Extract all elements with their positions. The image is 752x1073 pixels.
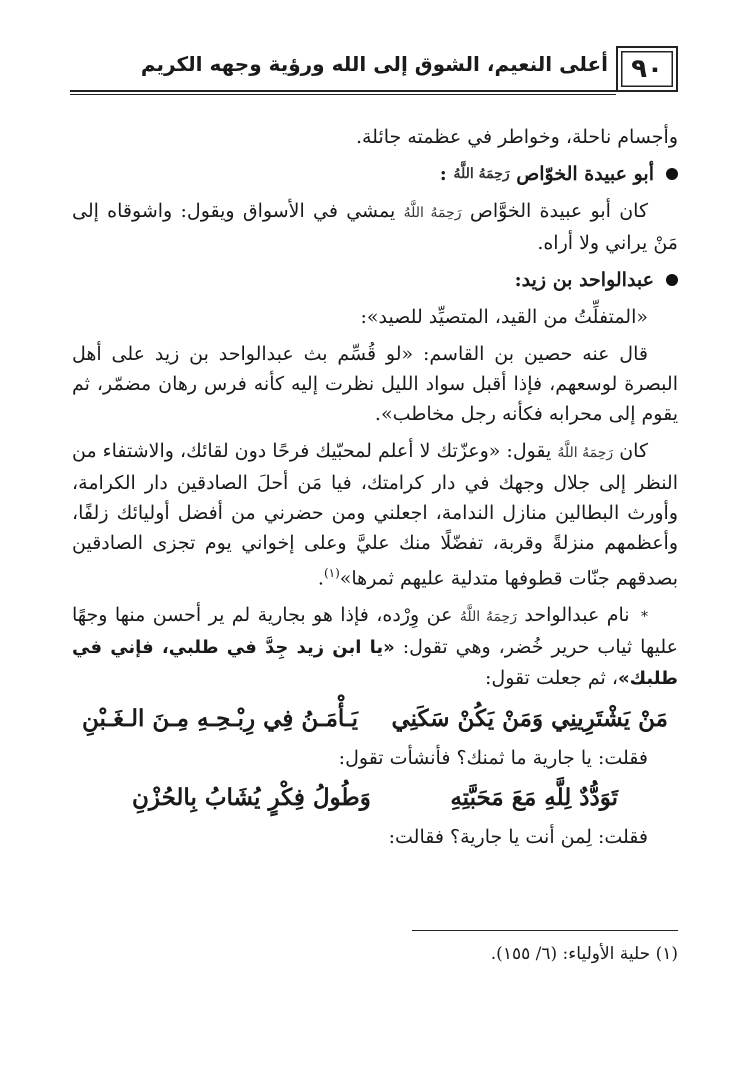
honorific: رَحِمَهُ اللَّهُ xyxy=(403,205,462,221)
section-heading-abu-ubaida xyxy=(72,159,678,189)
paragraph-ask-price: فقلت: يا جارية ما ثمنك؟ فأنشأت تقول: xyxy=(338,747,648,770)
paragraph-supplication xyxy=(72,436,678,593)
honorific: رَحِمَهُ اللَّهُ xyxy=(453,166,510,182)
poem-verse-2 xyxy=(132,780,618,816)
footnote-reference: (١) xyxy=(323,566,340,580)
star-icon: * xyxy=(641,609,649,626)
paragraph-text: نام عبدالواحد xyxy=(524,604,630,627)
bullet-icon xyxy=(666,168,678,180)
header-rule xyxy=(70,90,616,92)
page-body xyxy=(72,122,678,859)
quote-line: «المتفلِّتُ من القيد، المتصيِّد للصيد»: xyxy=(360,306,648,328)
honorific: رَحِمَهُ اللَّهُ xyxy=(459,609,517,626)
paragraph-text: كان أبو عبيدة الخوَّاص xyxy=(469,200,649,222)
paragraph-text: ، ثم جعلت تقول: xyxy=(484,667,618,690)
honorific: رَحِمَهُ اللَّهُ xyxy=(557,445,614,461)
heading-text: عبدالواحد بن زيد: xyxy=(514,269,654,291)
paragraph-text: كان xyxy=(619,440,648,462)
section-heading-abdulwahid xyxy=(72,265,678,295)
paragraph-husain: قال عنه حصين بن القاسم: «لو قُسِّم بث عبدالواحد بن زيد على أهل البصرة لوسعهم، فإذا أقبل سواد الليل نظرت إليه كأنه فرس رهان مضمّر، ثم يقوم إلى محرابه فكأنه رجل مخاطب». xyxy=(72,343,678,425)
page-number: ٩٠ xyxy=(616,46,678,92)
paragraph-text: . xyxy=(317,567,324,590)
paragraph-ask-who: فقلت: لِمن أنت يا جارية؟ فقالت: xyxy=(388,826,648,849)
paragraph-text: عن وِرْده، فإذا هو بجارية لم ير أحسن منها وجهًا عليها ثياب حرير خُضر، وهي تقول: xyxy=(72,604,679,659)
footnote-rule xyxy=(412,930,678,931)
verse-second-hemistich: وَطُولُ فِكْرٍ يُشَابُ بِالحُزْنِ xyxy=(132,784,371,812)
poem-verse-1 xyxy=(82,701,668,737)
paragraph-dream xyxy=(72,600,678,694)
paragraph-abu-ubaida xyxy=(72,196,678,258)
heading-text: أبو عبيدة الخوّاص xyxy=(516,163,654,185)
heading-colon: : xyxy=(439,163,447,185)
verse-second-hemistich: يَـأْمَـنُ فِي رِبْـحِـهِ مِـنَ الـغَـبْنِ xyxy=(82,705,359,733)
verse-first-hemistich: مَنْ يَشْتَرِينِي وَمَنْ يَكُنْ سَكَنِي xyxy=(391,705,668,733)
page-header xyxy=(70,46,678,96)
header-rule-thin xyxy=(70,94,616,95)
bullet-icon xyxy=(666,274,678,286)
paragraph-text: يقول: «وعزّتك لا أعلم لمحبّيك فرحًا دون لقائك، والاشتفاء من النظر إلى جلال وجهك في دار كرامتك، فيا مَن أحلَ الصادقين دار الكرامة، وأورث البطالين منازل الندامة، اجعلني ومن حضرني من أفضل أوليائك زلفًا، وأعظمهم منزلةً وقربة، تفضّلًا منك عليَّ وعلى إخواني يوم تجزى الصادقين بصدقهم جنّات قطوفها متدلية عليهم ثمرها» xyxy=(72,440,678,590)
running-title: أعلى النعيم، الشوق إلى الله ورؤية وجهه الكريم xyxy=(140,52,608,76)
footnote: (١) حلية الأولياء: (٦/ ١٥٥). xyxy=(490,944,678,964)
paragraph-text: يمشي في الأسواق ويقول: واشوقاه إلى مَنْ يراني ولا أراه. xyxy=(72,200,678,254)
paragraph-line1: وأجسام ناحلة، وخواطر في عظمته جائلة. xyxy=(355,126,678,148)
verse-first-hemistich: تَوَدُّدٌ لِلَّهِ مَعَ مَحَبَّتِهِ xyxy=(450,784,618,812)
bold-quote: «يا ابن زيد جِدَّ في طلبي، فإني في طلبك» xyxy=(72,637,678,690)
